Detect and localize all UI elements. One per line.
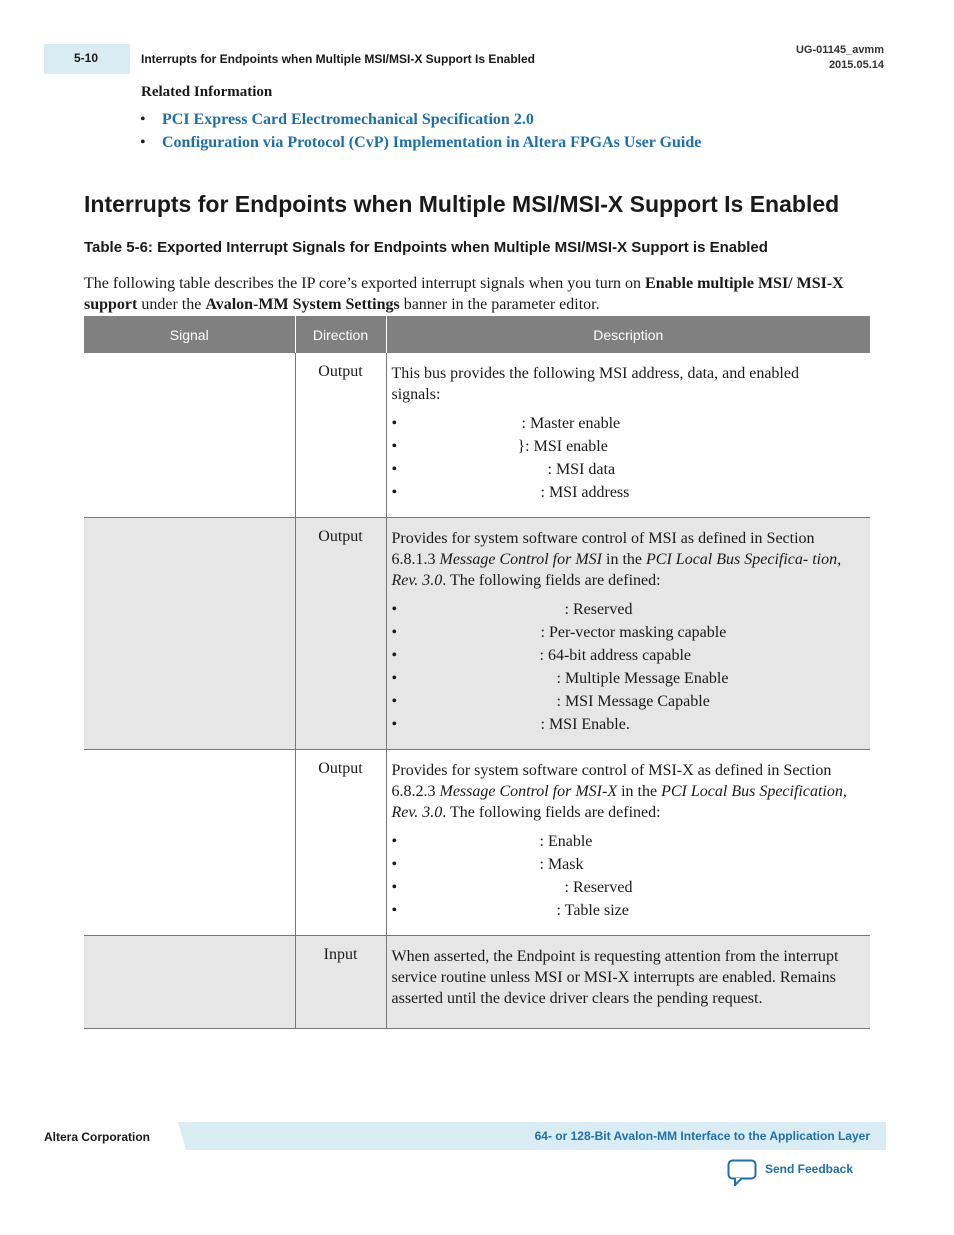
related-links xyxy=(140,111,701,157)
table-row xyxy=(84,936,870,1029)
col-description: Description xyxy=(386,316,870,353)
signal-cell xyxy=(84,750,295,936)
description-cell: Provides for system software control of MSI-X as defined in Section 6.8.2.3 Message Control for MSI-X in the PCI Local Bus Specification, Rev. 3.0. The following fields are defined: • : Enable • : Mask • : Reserved • : Table size xyxy=(386,750,870,936)
footer-band-notch xyxy=(172,1122,186,1150)
send-feedback-label[interactable]: Send Feedback xyxy=(765,1162,854,1176)
description-cell: When asserted, the Endpoint is requesting attention from the interrupt service routine unless MSI or MSI-X interrupts are enabled. Remains asserted until the device driver clears the pending request. xyxy=(386,936,870,1029)
footer-doc-title: 64- or 128-Bit Avalon-MM Interface to the Application Layer xyxy=(534,1129,870,1143)
signal-cell xyxy=(84,518,295,750)
description-cell: Provides for system software control of MSI as defined in Section 6.8.1.3 Message Control for MSI in the PCI Local Bus Specifica- tion, Rev. 3.0. The following fields are defined: • : Reserved • : Per-vector masking capable • : 64-bit address capable • : Multiple Message Enable • : MSI Message Capable • : MSI Enable. xyxy=(386,518,870,750)
description-cell: This bus provides the following MSI address, data, and enabled signals: • : Master enable • }: MSI enable • : MSI data • : MSI address xyxy=(386,353,870,518)
doc-id: UG-01145_avmm xyxy=(795,44,884,56)
doc-id-block xyxy=(796,43,884,73)
signal-cell xyxy=(84,353,295,518)
table-row xyxy=(84,353,870,518)
table-header-row xyxy=(84,316,870,353)
bullet: • xyxy=(140,111,146,128)
page-number: 5-10 xyxy=(74,51,99,65)
running-title: Interrupts for Endpoints when Multiple MSI/MSI-X Support Is Enabled xyxy=(141,52,536,66)
speech-bubble-icon xyxy=(727,1158,759,1186)
col-direction: Direction xyxy=(295,316,386,353)
table-caption: Table 5-6: Exported Interrupt Signals for Endpoints when Multiple MSI/MSI-X Support is Enabled xyxy=(84,239,768,256)
related-link[interactable]: • Configuration via Protocol (CvP) Implementation in Altera FPGAs User Guide xyxy=(140,134,702,151)
table-row xyxy=(84,518,870,750)
col-signal: Signal xyxy=(84,316,295,353)
direction-cell: Input xyxy=(295,936,386,1029)
signal-cell xyxy=(84,936,295,1029)
bullet: • xyxy=(140,134,146,151)
related-info-heading: Related Information xyxy=(141,84,273,100)
send-feedback-link[interactable] xyxy=(727,1158,867,1188)
interrupt-signals-table xyxy=(84,316,870,1029)
doc-date: 2015.05.14 xyxy=(828,59,884,71)
related-link[interactable]: • PCI Express Card Electromechanical Specification 2.0 xyxy=(140,111,534,128)
direction-cell: Output xyxy=(295,518,386,750)
direction-cell: Output xyxy=(295,353,386,518)
table-row xyxy=(84,750,870,936)
section-title: Interrupts for Endpoints when Multiple MSI/MSI-X Support Is Enabled xyxy=(84,191,840,217)
company-name: Altera Corporation xyxy=(44,1130,151,1144)
intro-paragraph: The following table describes the IP core’s exported interrupt signals when you turn on Enable multiple MSI/ MSI-X support under the Avalon-MM System Settings banner in the parameter editor. xyxy=(84,275,844,313)
direction-cell: Output xyxy=(295,750,386,936)
